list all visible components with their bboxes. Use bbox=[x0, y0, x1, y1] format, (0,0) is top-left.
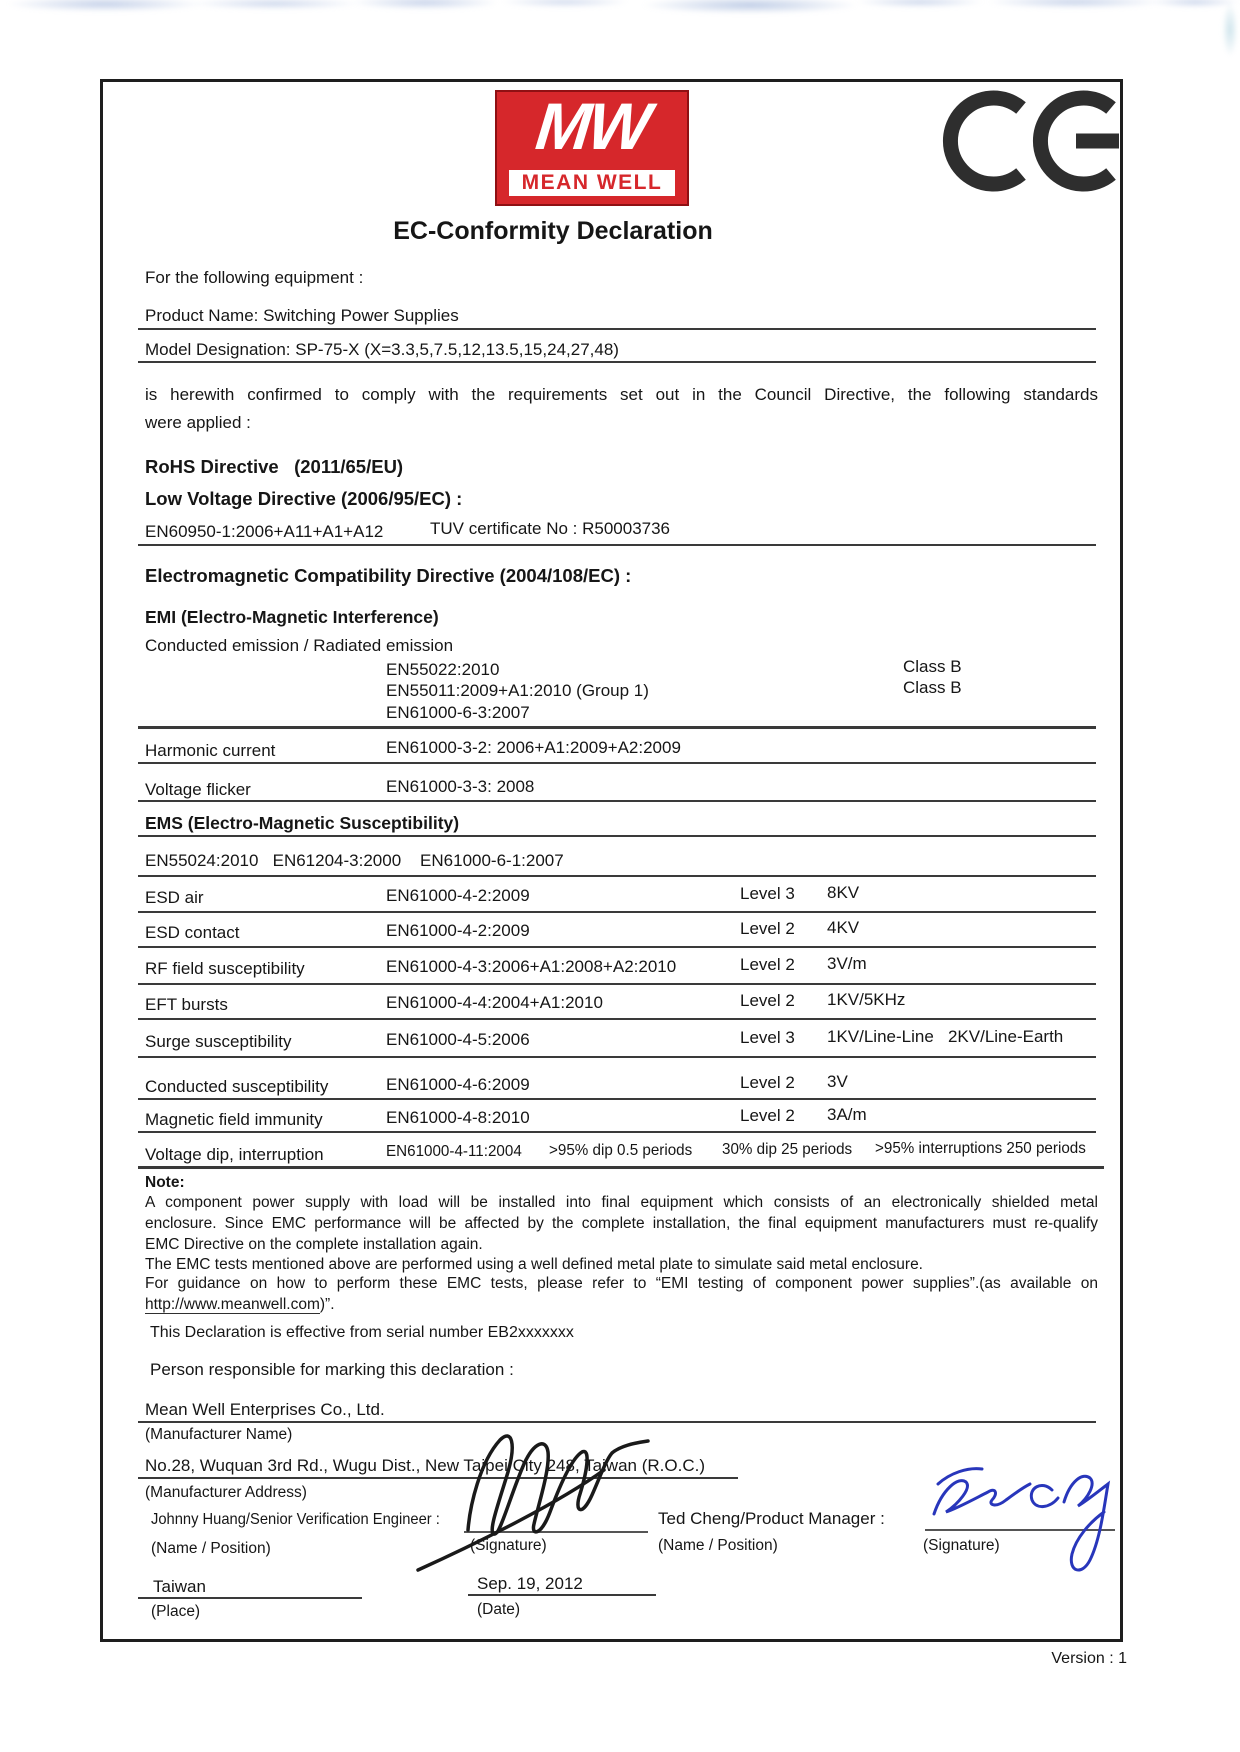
underline-rule bbox=[138, 1477, 738, 1479]
ems-row-label: RF field susceptibility bbox=[145, 959, 305, 978]
underline-rule bbox=[138, 911, 1096, 913]
equipment-lead: For the following equipment : bbox=[145, 268, 364, 287]
rohs-directive-heading: RoHS Directive (2011/65/EU) bbox=[145, 456, 404, 477]
signer2-name-position: Ted Cheng/Product Manager : bbox=[658, 1509, 885, 1528]
conformity-statement-line1: is herewith confirmed to comply with the requirements set out in the Council Directive, the following standards bbox=[145, 385, 1098, 404]
ems-heading: EMS (Electro-Magnetic Susceptibility) bbox=[145, 813, 460, 833]
ems-row-level: Level 2 bbox=[740, 991, 795, 1010]
signer1-name-position: Johnny Huang/Senior Verification Engineer : bbox=[151, 1511, 440, 1528]
tuv-certificate: TUV certificate No : R50003736 bbox=[430, 519, 671, 538]
note-line: The EMC tests mentioned above are performed using a well defined metal plate to simulate said metal enclosure. bbox=[145, 1256, 923, 1273]
underline-rule bbox=[468, 1594, 656, 1596]
emi-heading: EMI (Electro-Magnetic Interference) bbox=[145, 607, 439, 627]
logo-wordmark: MEAN WELL bbox=[521, 171, 663, 194]
underline-rule bbox=[138, 1597, 362, 1599]
low-voltage-directive-heading: Low Voltage Directive (2006/95/EC) : bbox=[145, 488, 463, 509]
ems-row-standard: EN61000-4-5:2006 bbox=[386, 1030, 530, 1049]
ems-row-value: 8KV bbox=[827, 883, 860, 902]
underline-rule bbox=[138, 875, 1096, 877]
note-line: For guidance on how to perform these EMC tests, please refer to “EMI testing of component power supplies”.(as available on bbox=[145, 1275, 1098, 1292]
ems-row-level: Level 2 bbox=[740, 919, 795, 938]
product-name-line: Product Name: Switching Power Supplies bbox=[145, 306, 459, 325]
ems-row-value: 1KV/5KHz bbox=[827, 990, 906, 1009]
lvd-standard: EN60950-1:2006+A11+A1+A12 bbox=[145, 522, 384, 541]
ems-base-standards: EN55024:2010 EN61204-3:2000 EN61000-6-1:2007 bbox=[145, 851, 564, 870]
manufacturer-address: No.28, Wuquan 3rd Rd., Wugu Dist., New Taipei City 248, Taiwan (R.O.C.) bbox=[145, 1456, 705, 1475]
signature2-label: (Signature) bbox=[923, 1537, 1000, 1554]
emi-class: Class B bbox=[903, 678, 962, 697]
emi-class: Class B bbox=[903, 657, 962, 676]
flicker-standard: EN61000-3-3: 2008 bbox=[386, 777, 535, 796]
note-line: EMC Directive on the complete installation again. bbox=[145, 1236, 483, 1253]
emi-standard: EN55022:2010 bbox=[386, 660, 500, 679]
ems-row-value: 3V bbox=[827, 1072, 848, 1091]
dip-row-value: >95% dip 0.5 periods bbox=[549, 1142, 693, 1159]
version-label: Version : 1 bbox=[1051, 1650, 1127, 1667]
logo-wordmark-strip bbox=[509, 170, 675, 196]
signer2-role-label: (Name / Position) bbox=[658, 1537, 778, 1554]
ems-row-standard: EN61000-4-2:2009 bbox=[386, 886, 530, 905]
manufacturer-address-label: (Manufacturer Address) bbox=[145, 1484, 307, 1501]
ems-row-level: Level 2 bbox=[740, 1073, 795, 1092]
underline-rule bbox=[138, 835, 1096, 837]
responsible-statement: Person responsible for marking this declaration : bbox=[150, 1360, 514, 1379]
dip-row-label: Voltage dip, interruption bbox=[145, 1145, 324, 1164]
emc-directive-heading: Electromagnetic Compatibility Directive (2004/108/EC) : bbox=[145, 565, 632, 586]
mean-well-logo bbox=[495, 90, 689, 206]
place-value: Taiwan bbox=[153, 1577, 206, 1596]
ems-row-label: EFT bursts bbox=[145, 995, 228, 1014]
note-line: enclosure. Since EMC performance will be affected by the complete installation, the final equipment manufacturers must re-qualify bbox=[145, 1215, 1098, 1232]
emission-label: Conducted emission / Radiated emission bbox=[145, 636, 454, 655]
ems-row-level: Level 2 bbox=[740, 955, 795, 974]
underline-rule bbox=[138, 1018, 1096, 1020]
harmonic-standard: EN61000-3-2: 2006+A1:2009+A2:2009 bbox=[386, 738, 681, 757]
note-line bbox=[145, 1296, 335, 1314]
manufacturer-name-label: (Manufacturer Name) bbox=[145, 1426, 293, 1443]
ems-row-level: Level 3 bbox=[740, 884, 795, 903]
conformity-statement-line2: were applied : bbox=[145, 413, 251, 432]
emi-standard: EN55011:2009+A1:2010 (Group 1) bbox=[386, 681, 649, 700]
ems-row-value: 1KV/Line-Line 2KV/Line-Earth bbox=[827, 1027, 1064, 1046]
underline-rule bbox=[138, 946, 1096, 948]
ems-row-value: 3V/m bbox=[827, 954, 867, 973]
serial-statement: This Declaration is effective from serial number EB2xxxxxxx bbox=[150, 1324, 574, 1341]
ems-row-value: 4KV bbox=[827, 918, 860, 937]
underline-rule bbox=[138, 1166, 1104, 1169]
signature1-rule bbox=[464, 1531, 648, 1533]
signer1-role-label: (Name / Position) bbox=[151, 1540, 271, 1557]
meanwell-url: http://www.meanwell.com bbox=[145, 1296, 320, 1313]
ems-row-standard: EN61000-4-8:2010 bbox=[386, 1108, 530, 1127]
note-heading: Note: bbox=[145, 1174, 185, 1191]
underline-rule bbox=[138, 328, 1096, 330]
underline-rule bbox=[138, 544, 1096, 546]
ems-row-standard: EN61000-4-3:2006+A1:2008+A2:2010 bbox=[386, 957, 677, 976]
underline-rule bbox=[138, 361, 1096, 363]
ems-row-value: 3A/m bbox=[827, 1105, 867, 1124]
ems-row-label: Magnetic field immunity bbox=[145, 1110, 323, 1129]
ems-row-standard: EN61000-4-4:2004+A1:2010 bbox=[386, 993, 603, 1012]
underline-rule bbox=[138, 726, 1096, 729]
underline-rule bbox=[138, 1098, 1096, 1100]
date-value: Sep. 19, 2012 bbox=[477, 1574, 583, 1593]
model-designation-line: Model Designation: SP-75-X (X=3.3,5,7.5,12,13.5,15,24,27,48) bbox=[145, 340, 619, 359]
manufacturer-name: Mean Well Enterprises Co., Ltd. bbox=[145, 1400, 385, 1419]
page-title: EC-Conformity Declaration bbox=[393, 217, 713, 245]
underline-rule bbox=[138, 1421, 1096, 1423]
underline-rule bbox=[138, 983, 1096, 985]
underline-rule bbox=[138, 762, 1096, 764]
underline-rule bbox=[138, 800, 1096, 802]
flicker-label: Voltage flicker bbox=[145, 780, 251, 799]
signature1-label: (Signature) bbox=[470, 1537, 547, 1554]
dip-row-value: >95% interruptions 250 periods bbox=[875, 1140, 1086, 1157]
dip-row-standard: EN61000-4-11:2004 bbox=[386, 1143, 522, 1160]
note-line: A component power supply with load will be installed into final equipment which consists of an electronically shielded metal bbox=[145, 1194, 1098, 1211]
ems-row-label: Surge susceptibility bbox=[145, 1032, 292, 1051]
date-label: (Date) bbox=[477, 1601, 521, 1618]
ems-row-standard: EN61000-4-2:2009 bbox=[386, 921, 530, 940]
dip-row-value: 30% dip 25 periods bbox=[722, 1141, 853, 1158]
note-line-tail: )”. bbox=[319, 1296, 335, 1313]
ems-row-level: Level 3 bbox=[740, 1028, 795, 1047]
emi-standard: EN61000-6-3:2007 bbox=[386, 703, 530, 722]
underline-rule bbox=[138, 1131, 1096, 1133]
ems-row-label: ESD air bbox=[145, 888, 204, 907]
ems-row-level: Level 2 bbox=[740, 1106, 795, 1125]
signature2-rule bbox=[925, 1529, 1115, 1531]
underline-rule bbox=[138, 1056, 1096, 1058]
ems-row-label: ESD contact bbox=[145, 923, 240, 942]
ems-row-label: Conducted susceptibility bbox=[145, 1077, 329, 1096]
place-label: (Place) bbox=[151, 1603, 201, 1620]
logo-monogram: MW bbox=[532, 89, 652, 163]
harmonic-label: Harmonic current bbox=[145, 741, 276, 760]
ems-row-standard: EN61000-4-6:2009 bbox=[386, 1075, 530, 1094]
